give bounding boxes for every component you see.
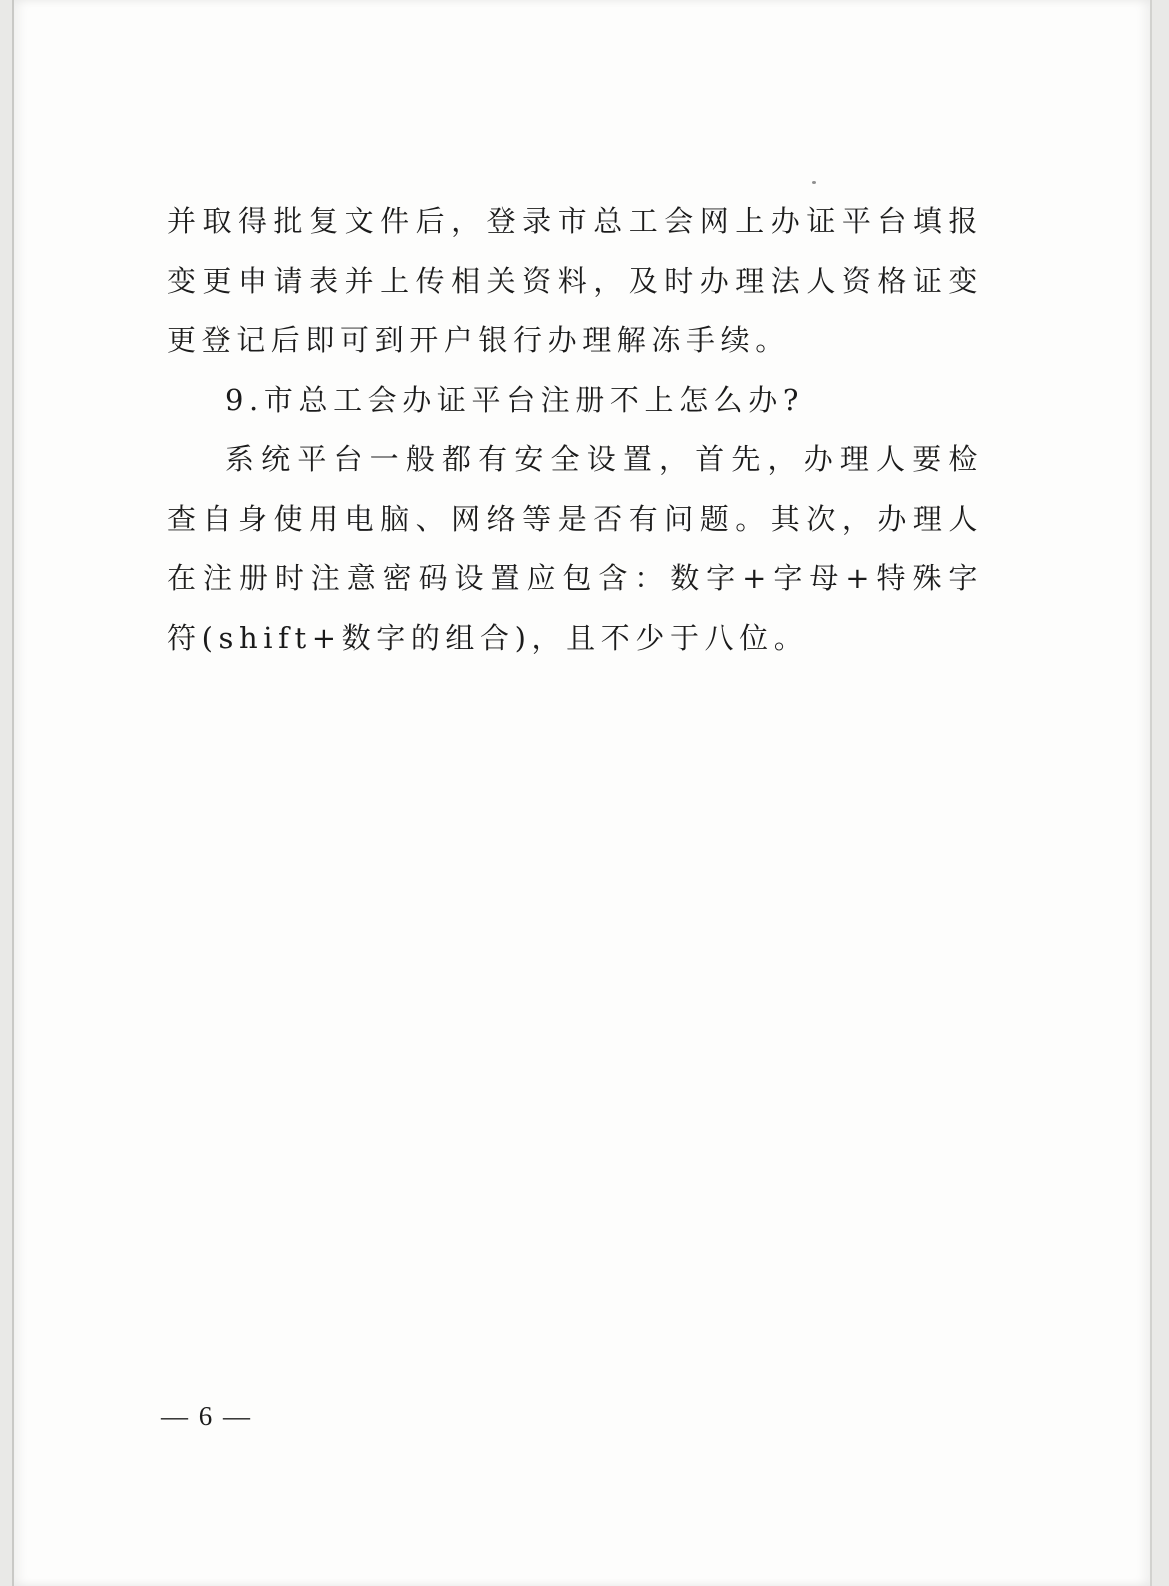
answer-paragraph: 系统平台一般都有安全设置，首先，办理人要检查自身使用电脑、网络等是否有问题。其次，办理人在注册时注意密码设置应包含：数字+字母+特殊字符(shift+数字的组合)，且不少于八位。 <box>167 442 983 655</box>
paragraph-continuation: 并取得批复文件后，登录市总工会网上办证平台填报变更申请表并上传相关资料，及时办理法人资格证变更登记后即可到开户银行办理解冻手续。 <box>167 204 983 357</box>
scan-speck <box>812 181 816 184</box>
document-body <box>167 192 983 668</box>
page-number: — 6 — <box>161 1401 252 1431</box>
question-heading: 9.市总工会办证平台注册不上怎么办? <box>225 382 805 417</box>
document-page <box>12 0 1152 1586</box>
